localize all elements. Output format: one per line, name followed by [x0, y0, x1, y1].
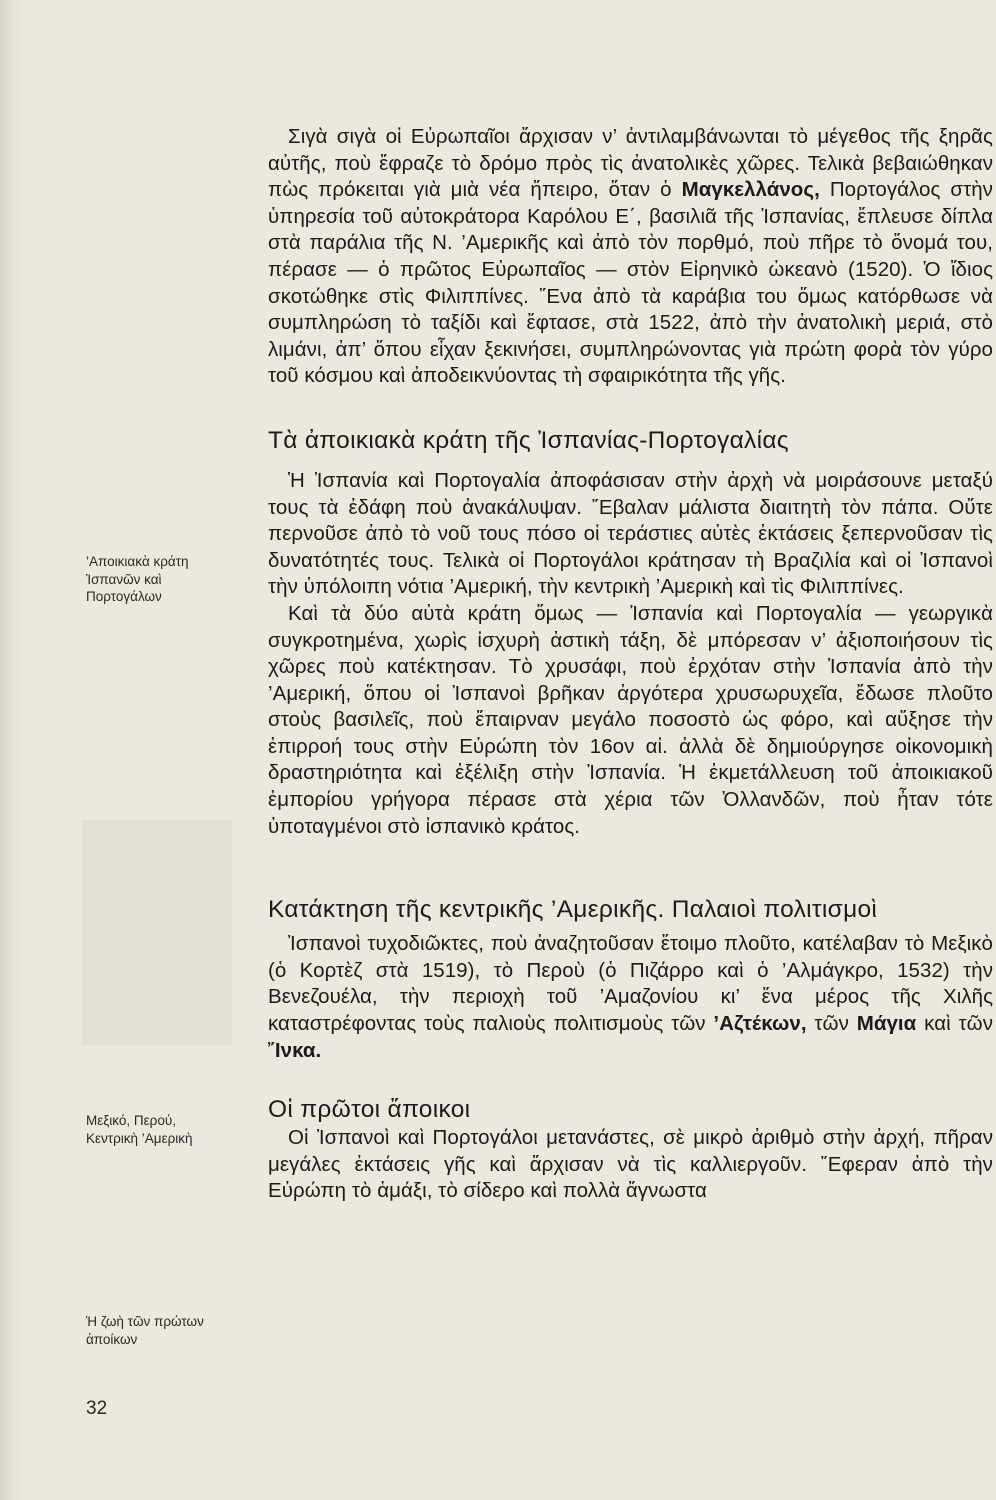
first-settlers-paragraph: Οἱ Ἰσπανοὶ καὶ Πορτογάλοι μετανάστες, σὲ μικρὸ ἀριθμὸ στὴν ἀρχή, πῆραν μεγάλες ἐκτάσεις γῆς καὶ ἄρχισαν νὰ τὶς καλλιεργοῦν. ῎Εφεραν ἀπὸ τὴν Εὐρώπη τὸ ἁμάξι, τὸ σίδερο καὶ πολλὰ ἄγνωστα [268, 1126, 993, 1203]
intro-text-end: Πορτογάλος στὴν ὑπηρεσία τοῦ αὐτοκράτορα Καρόλου Ε΄, βασιλιᾶ τῆς Ἰσπανίας, ἔπλευσε δίπλα στὰ παράλια τῆς Ν. ’Αμερικῆς καὶ ἀπὸ τὸν πορθμό, ποὺ πῆρε τὸ ὄνομά του, πέρασε — ὁ πρῶτος Εὐρωπαῖος — στὸν Εἰρηνικὸ ὠκεανὸ (1520). Ὁ ἴδιος σκοτώθηκε στὶς Φιλιππίνες. ῞Ενα ἀπὸ τὰ καράβια του ὅμως κατόρθωσε νὰ συμπληρώση τὸ ταξίδι καὶ ἔφτασε, στὰ 1522, ἀπὸ τὴν ἀνατολικὴ μεριά, στὸ λιμάνι, ἀπ’ ὅπου εἶχαν ξεκινήσει, συμπληρώνοντας γιὰ πρώτη φορὰ τὸν γύρο τοῦ κόσμου καὶ ἀποδεικνύοντας τὴ σφαιρικότητα τῆς γῆς. [268, 178, 993, 388]
main-text-column [268, 124, 993, 1205]
aztecs-name: ’Αζτέκων, [713, 1012, 807, 1036]
intro-paragraph [268, 124, 993, 390]
intro-text-start: Σιγὰ σιγὰ οἱ Εὐρωπαῖοι ἄρχισαν ν’ ἀντιλαμβάνωνται τὸ μέγεθος τῆς ξηρᾶς αὐτῆς, ποὺ ἔφραζε τὸ δρόμο πρὸς τὶς ἀνατολικὲς χῶρες. Τελικὰ βεβαιώθηκαν πὼς πρόκειται γιὰ μιὰ νέα ἤπειρο, ὅταν ὁ [268, 125, 993, 202]
page-binding-edge [0, 0, 24, 1500]
magellan-name: Μαγκελλάνος, [681, 178, 820, 202]
section-heading-central-america: Κατάκτηση τῆς κεντρικῆς ’Αμερικῆς. Παλαιοὶ πολιτισμοὶ [268, 896, 878, 924]
margin-note-line: Μεξικό, Περού, [86, 1113, 176, 1128]
section-heading-colonial-states: Τὰ ἀποικιακὰ κράτη τῆς Ἰσπανίας-Πορτογαλίας [268, 426, 789, 454]
margin-note-line: ἀποίκων [86, 1331, 138, 1347]
central-america-text: τῶν [814, 1012, 849, 1036]
margin-note-mexico-peru [86, 1112, 193, 1147]
maya-name: Μάγια [856, 1012, 917, 1036]
central-america-paragraph [268, 931, 993, 1064]
margin-note-line: Ἰσπανῶν καὶ [86, 571, 162, 587]
margin-note-line: Κεντρικὴ ’Αμερικὴ [86, 1130, 193, 1146]
margin-note-line: Πορτογάλων [86, 589, 162, 604]
margin-note-first-settlers [86, 1313, 204, 1348]
show-through-shadow [82, 820, 232, 1045]
central-america-text: Ἰσπανοὶ τυχοδιῶκτες, ποὺ ἀναζητοῦσαν ἕτοιμο πλοῦτο, κατέλαβαν τὸ Μεξικὸ (ὁ Κορτὲζ στὰ 1519), τὸ Περοὺ (ὁ Πιζάρρο καὶ ὁ ’Αλμάγκρο, 1532) τὴν Βενεζουέλα, τὴν περιοχὴ τοῦ ’Αμαζονίου κι’ ἕνα μέρος τῆς Χιλῆς καταστρέφοντας τοὺς παλιοὺς πολιτισμοὺς τῶν [268, 932, 993, 1036]
colonial-states-paragraph-2: Καὶ τὰ δύο αὐτὰ κράτη ὅμως — Ἰσπανία καὶ Πορτογαλία — γεωργικὰ συγκροτημένα, χωρὶς ἰσχυρὴ ἀστικὴ τάξη, δὲ μπόρεσαν ν’ ἀξιοποιήσουν τὶς χῶρες ποὺ κατέκτησαν. Τὸ χρυσάφι, ποὺ ἐρχόταν στὴν Ἰσπανία ἀπὸ τὴν ’Αμερική, ὅπου οἱ Ἰσπανοὶ βρῆκαν ἀργότερα χρυσωρυχεῖα, ἔδωσε πλοῦτο στοὺς βασιλεῖς, ποὺ ἔπαιρναν μεγάλο ποσοστὸ ὡς φόρο, καὶ αὔξησε τὴν ἐπιρροή τους στὴν Εὐρώπη τὸν 16ον αἰ. ἀλλὰ δὲ δημιούργησε οἰκονομικὴ δραστηριότητα καὶ ἐξέλιξη στὴν Ἰσπανία. Ἡ ἐκμετάλλευση τοῦ ἀποικιακοῦ ἐμπορίου γρήγορα πέρασε στὰ χέρια τῶν Ὀλλανδῶν, ποὺ ἦταν τότε ὑποταγμένοι στὸ ἰσπανικὸ κράτος. [268, 601, 993, 838]
central-america-text: καὶ τῶν [924, 1012, 993, 1036]
inca-name: ῎Ινκα. [268, 1038, 322, 1062]
margin-note-line: Ἡ ζωὴ τῶν πρώτων [86, 1314, 204, 1329]
margin-note-colonial-states [86, 553, 189, 606]
page-number: 32 [86, 1398, 108, 1419]
section-heading-first-settlers: Οἱ πρῶτοι ἄποικοι [268, 1096, 471, 1124]
margin-note-line: ’Αποικιακὰ κράτη [86, 554, 189, 569]
colonial-states-paragraph-1: Ἡ Ἰσπανία καὶ Πορτογαλία ἀποφάσισαν στὴν ἀρχὴ νὰ μοιράσουνε μεταξύ τους τὰ ἐδάφη ποὺ ἀνακάλυψαν. ῎Εβαλαν μάλιστα διαιτητὴ τὸν πάπα. Οὔτε περνοῦσε ἀπὸ τὸ νοῦ τους πόσο οἱ τεράστιες αὐτὲς ἐκτάσεις ξεπερνοῦσαν τὶς δυνατότητές τους. Τελικὰ οἱ Πορτογάλοι κράτησαν τὴ Βραζιλία καὶ οἱ Ἰσπανοὶ τὴν ὑπόλοιπη νότια ’Αμερική, τὴν κεντρικὴ ’Αμερικὴ καὶ τὶς Φιλιππίνες. [268, 468, 993, 599]
